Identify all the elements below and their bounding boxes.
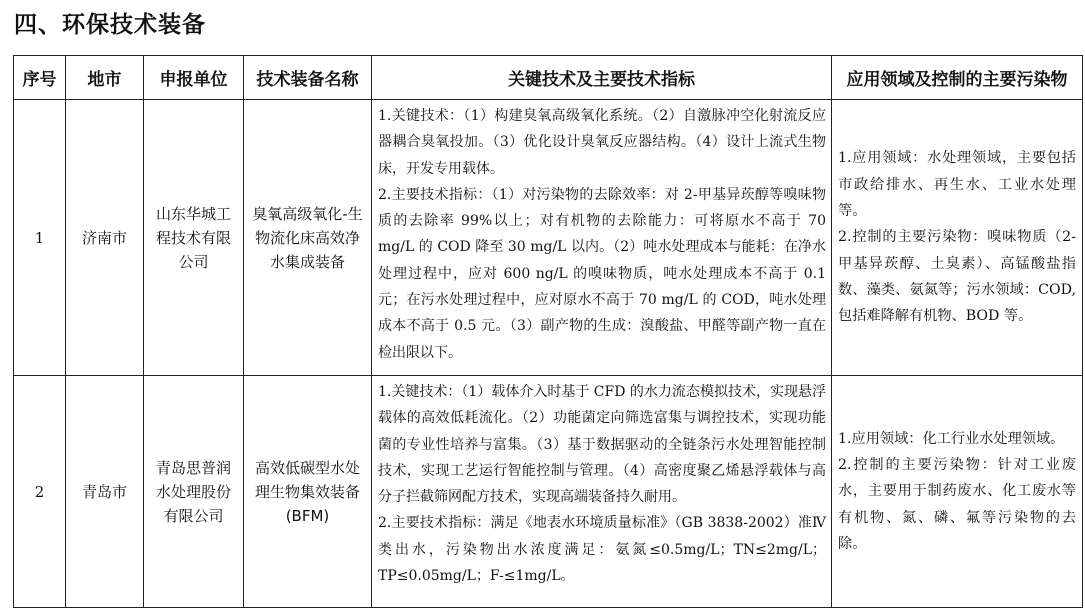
cell-unit: 山东华城工程技术有限公司 (144, 100, 244, 376)
cell-index: 1 (14, 100, 66, 376)
cell-city: 青岛市 (66, 376, 144, 608)
key-tech-paragraph: 2.主要技术指标：满足《地表水环境质量标准》（GB 3838-2002）准Ⅳ类出水，污染物出水浓度满足：氨氮≤0.5mg/L；TN≤2mg/L；TP≤0.05mg/L；F-≤1mg/L。 (378, 515, 826, 585)
cell-equipment: 臭氧高级氧化-生物流化床高效净水集成装备 (244, 100, 372, 376)
table-header-row (14, 56, 1083, 100)
application-paragraph: 1.应用领域：水处理领域，主要包括市政给排水、再生水、工业水处理等。 (838, 150, 1076, 220)
header-index: 序号 (14, 56, 66, 100)
key-tech-paragraph: 1.关键技术：（1）载体介入时基于 CFD 的水力流态模拟技术，实现悬浮载体的高效低耗流化。（2）功能菌定向筛选富集与调控技术，实现功能菌的专业性培养与富集。（3）基于数据驱动的全链条污水处理智能控制技术，实现工艺运行智能控制与管理。（4）高密度聚乙烯悬浮载体与高分子拦截筛网配方技术，实现高端装备持久耐用。 (378, 384, 826, 506)
cell-key-tech (372, 376, 832, 608)
cell-key-tech (372, 100, 832, 376)
cell-unit: 青岛思普润水处理股份有限公司 (144, 376, 244, 608)
equipment-table (13, 55, 1083, 608)
cell-application (832, 376, 1083, 608)
table-row (14, 100, 1083, 376)
cell-application (832, 100, 1083, 376)
header-unit: 申报单位 (144, 56, 244, 100)
application-paragraph: 1.应用领域：化工行业水处理领域。 (838, 430, 1065, 447)
key-tech-paragraph: 2.主要技术指标：（1）对污染物的去除效率：对 2-甲基异莰醇等嗅味物质的去除率 99%以上；对有机物的去除能力：可将原水不高于 70 mg/L 的 COD 降至 30 mg/L 以内。（2）吨水处理成本与能耗：在净水处理过程中，应对 600 ng/L 的嗅味物质，吨水处理成本不高于 0.1 元；在污水处理过程中，应对原水不高于 70 mg/L 的 COD，吨水处理成本不高于 0.5 元。（3）副产物的生成：溴酸盐、甲醛等副产物一直在检出限以下。 (378, 186, 826, 361)
application-paragraph: 2.控制的主要污染物：嗅味物质（2-甲基异莰醇、土臭素）、高锰酸盐指数、藻类、氨氮等；污水领域：COD,包括难降解有机物、BOD 等。 (838, 229, 1076, 325)
cell-index: 2 (14, 376, 66, 608)
header-city: 地市 (66, 56, 144, 100)
cell-equipment: 高效低碳型水处理生物集效装备(BFM) (244, 376, 372, 608)
cell-city: 济南市 (66, 100, 144, 376)
section-heading: 四、环保技术装备 (14, 12, 206, 38)
table-row (14, 376, 1083, 608)
header-equipment: 技术装备名称 (244, 56, 372, 100)
key-tech-paragraph: 1.关键技术：（1）构建臭氧高级氧化系统。（2）自激脉冲空化射流反应器耦合臭氧投加。（3）优化设计臭氧反应器结构。（4）设计上流式生物床，开发专用载体。 (378, 108, 826, 177)
header-key-tech: 关键技术及主要技术指标 (372, 56, 832, 100)
header-application: 应用领域及控制的主要污染物 (832, 56, 1083, 100)
application-paragraph: 2.控制的主要污染物：针对工业废水，主要用于制药废水、化工废水等有机物、氮、磷、氟等污染物的去除。 (838, 457, 1076, 552)
